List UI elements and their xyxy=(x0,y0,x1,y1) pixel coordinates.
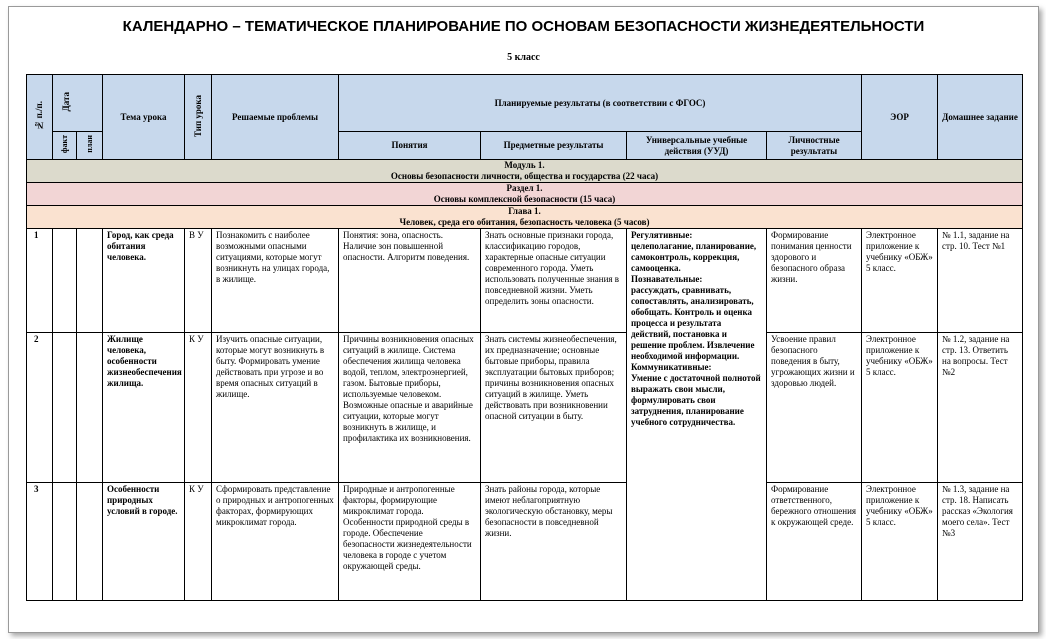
header-problems: Решаемые проблемы xyxy=(212,75,339,160)
row-concepts: Причины возникновения опасных ситуаций в жилище. Система обеспечения жилища человека водой, теплом, электроэнергией, газом. Бытовые приборы, используемые человеком. Возможные опасные и аварийные ситуации, которые могут возникнуть в жилище, и профилактика их возникновения. xyxy=(339,333,481,483)
row-subject-results: Знать основные признаки города, классификацию городов, характерные опасные ситуации современного города. Уметь использовать полученные знания в повседневной жизни. Уметь определить зоны опасности. xyxy=(481,229,627,333)
header-personal-results: Личностные результаты xyxy=(767,132,862,160)
row-homework: № 1.1, задание на стр. 10. Тест №1 xyxy=(938,229,1023,333)
row-topic: Город, как среда обитания человека. xyxy=(103,229,185,333)
header-planned-results: Планируемые результаты (в соответствии с ФГОС) xyxy=(339,75,862,132)
chapter-title: Глава 1. xyxy=(508,206,541,216)
row-concepts: Природные и антропогенные факторы, формирующие микроклимат города. Особенности природной среды в городе. Обеспечение безопасности жизнедеятельности человека в городе с учетом окружающей среды. xyxy=(339,483,481,601)
chapter-subtitle: Человек, среда его обитания, безопасность человека (5 часов) xyxy=(399,217,650,227)
header-eor: ЭОР xyxy=(862,75,938,160)
row-fact-date xyxy=(53,333,77,483)
table-row xyxy=(27,333,1023,483)
header-row-1 xyxy=(27,75,1023,132)
row-plan-date xyxy=(77,333,103,483)
header-date: Дата xyxy=(53,75,103,132)
row-plan-date xyxy=(77,229,103,333)
row-number: 3 xyxy=(27,483,53,601)
uud-communicative-text: Умение с достаточной полнотой выражать свои мысли, формулировать свои затруднения, планирование учебного сотрудничества. xyxy=(631,373,761,427)
header-plan: план xyxy=(77,132,103,160)
row-eor: Электронное приложение к учебнику «ОБЖ» 5 класс. xyxy=(862,333,938,483)
row-problems: Познакомить с наиболее возможными опасными ситуациями, которые могут возникнуть на улицах города, в жилище. xyxy=(212,229,339,333)
uud-cell xyxy=(627,229,767,601)
row-number: 1 xyxy=(27,229,53,333)
row-lesson-type: К У xyxy=(185,333,212,483)
document-title: КАЛЕНДАРНО – ТЕМАТИЧЕСКОЕ ПЛАНИРОВАНИЕ ПО ОСНОВАМ БЕЗОПАСНОСТИ ЖИЗНЕДЕЯТЕЛЬНОСТИ xyxy=(122,18,925,35)
row-topic: Жилище человека, особенности жизнеобеспечения жилища. xyxy=(103,333,185,483)
row-eor: Электронное приложение к учебнику «ОБЖ» 5 класс. xyxy=(862,229,938,333)
header-homework: Домашнее задание xyxy=(938,75,1023,160)
header-topic: Тема урока xyxy=(103,75,185,160)
uud-communicative-title: Коммуникативные: xyxy=(631,362,712,372)
table-row xyxy=(27,229,1023,333)
uud-regulative-title: Регулятивные: xyxy=(631,230,693,240)
row-number: 2 xyxy=(27,333,53,483)
row-fact-date xyxy=(53,229,77,333)
header-num: № п./п. xyxy=(27,75,53,160)
row-problems: Сформировать представление о природных и антропогенных факторах, формирующих микроклимат города. xyxy=(212,483,339,601)
section-row xyxy=(27,183,1023,206)
uud-cognitive-title: Познавательные: xyxy=(631,274,703,284)
row-homework: № 1.3, задание на стр. 18. Написать рассказ «Экология моего села». Тест №3 xyxy=(938,483,1023,601)
chapter-row xyxy=(27,206,1023,229)
row-personal-results: Формирование понимания ценности здорового и безопасного образа жизни. xyxy=(767,229,862,333)
row-plan-date xyxy=(77,483,103,601)
row-eor: Электронное приложение к учебнику «ОБЖ» 5 класс. xyxy=(862,483,938,601)
table-row xyxy=(27,483,1023,601)
header-fact: факт xyxy=(53,132,77,160)
planning-table xyxy=(26,74,1023,601)
row-lesson-type: К У xyxy=(185,483,212,601)
header-uud: Универсальные учебные действия (УУД) xyxy=(627,132,767,160)
grade-label: 5 класс xyxy=(507,52,540,63)
row-personal-results: Усвоение правил безопасного поведения в быту, угрожающих жизни и здоровью людей. xyxy=(767,333,862,483)
uud-regulative-text: целеполагание, планирование, самоконтроль, коррекция, самооценка. xyxy=(631,241,757,273)
row-personal-results: Формирование ответственного, бережного отношения к окружающей среде. xyxy=(767,483,862,601)
module-subtitle: Основы безопасности личности, общества и государства (22 часа) xyxy=(390,171,659,181)
uud-cognitive-text: рассуждать, сравнивать, сопоставлять, анализировать, обобщать. Контроль и оценка процесса и результата действий, постановка и решение проблем. Извлечение необходимой информации. xyxy=(631,285,755,361)
section-subtitle: Основы комплексной безопасности (15 часа) xyxy=(433,194,616,204)
row-concepts: Понятия: зона, опасность. Наличие зон повышенной опасности. Алгоритм поведения. xyxy=(339,229,481,333)
row-fact-date xyxy=(53,483,77,601)
header-concepts: Понятия xyxy=(339,132,481,160)
header-lesson-type: Тип урока xyxy=(185,75,212,160)
section-title: Раздел 1. xyxy=(506,183,543,193)
row-subject-results: Знать системы жизнеобеспечения, их предназначение; основные бытовые приборы, правила эксплуатации бытовых приборов; причины возникновения опасных ситуаций в жилище. Уметь действовать при возникновении опасной ситуации в быту. xyxy=(481,333,627,483)
module-row xyxy=(27,160,1023,183)
row-problems: Изучить опасные ситуации, которые могут возникнуть в быту. Формировать умение действовать при угрозе и во время опасных ситуаций в жилище. xyxy=(212,333,339,483)
document-page xyxy=(8,6,1039,633)
row-subject-results: Знать районы города, которые имеют неблагоприятную экологическую обстановку, меры безопасности в повседневной жизни. xyxy=(481,483,627,601)
row-homework: № 1.2, задание на стр. 13. Ответить на вопросы. Тест №2 xyxy=(938,333,1023,483)
module-title: Модуль 1. xyxy=(504,160,545,170)
header-subject-results: Предметные результаты xyxy=(481,132,627,160)
row-lesson-type: В У xyxy=(185,229,212,333)
row-topic: Особенности природных условий в городе. xyxy=(103,483,185,601)
